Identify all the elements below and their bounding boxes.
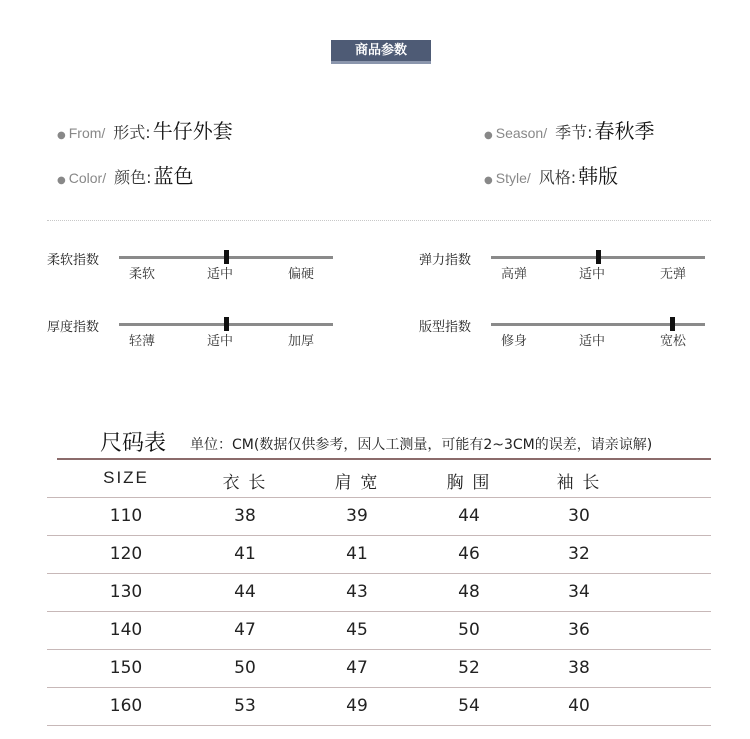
attr-form xyxy=(57,115,233,141)
cell-size: 150 xyxy=(109,658,143,678)
header-shoulder: 肩 宽 xyxy=(334,473,380,492)
attr-cn-label: 季节: xyxy=(555,123,593,142)
header-size: SIZE xyxy=(103,468,149,487)
cell-sleeve: 30 xyxy=(568,506,590,526)
cell-length: 50 xyxy=(234,658,256,678)
cell-sleeve: 40 xyxy=(568,696,590,716)
scale-marker xyxy=(670,317,675,331)
cell-chest: 44 xyxy=(458,506,480,526)
table-row xyxy=(47,688,711,726)
scale-label: 弹力指数 xyxy=(419,253,472,268)
scale-tick-mid: 适中 xyxy=(206,334,234,349)
attr-en-label: From/ xyxy=(68,125,106,141)
scale-tick-high: 偏硬 xyxy=(287,267,315,282)
cell-shoulder: 39 xyxy=(346,506,368,526)
cell-length: 47 xyxy=(234,620,256,640)
cell-sleeve: 34 xyxy=(568,582,590,602)
scale-tick-low: 柔软 xyxy=(128,267,156,282)
table-row xyxy=(47,536,711,574)
scale-tick-low: 修身 xyxy=(500,334,528,349)
table-row xyxy=(47,498,711,536)
header-chest: 胸 围 xyxy=(446,473,492,492)
attr-color xyxy=(57,160,194,186)
scale-label: 厚度指数 xyxy=(47,320,100,335)
cell-sleeve: 36 xyxy=(568,620,590,640)
cell-size: 160 xyxy=(109,696,143,716)
section-title-product-params: 商品参数 xyxy=(331,40,431,64)
table-row xyxy=(47,612,711,650)
cell-length: 53 xyxy=(234,696,256,716)
scale-label: 柔软指数 xyxy=(47,253,100,268)
attr-value: 春秋季 xyxy=(594,119,655,143)
cell-size: 130 xyxy=(109,582,143,602)
cell-size: 140 xyxy=(109,620,143,640)
scale-tick-low: 轻薄 xyxy=(128,334,156,349)
bullet-icon: ● xyxy=(57,130,66,141)
cell-chest: 54 xyxy=(458,696,480,716)
attr-value: 韩版 xyxy=(578,164,619,188)
scale-thickness xyxy=(47,318,377,358)
cell-length: 44 xyxy=(234,582,256,602)
scale-tick-mid: 适中 xyxy=(578,267,606,282)
attr-en-label: Season/ xyxy=(495,125,548,141)
attr-cn-label: 形式: xyxy=(113,123,151,142)
bullet-icon: ● xyxy=(484,130,493,141)
cell-chest: 48 xyxy=(458,582,480,602)
scale-marker xyxy=(224,250,229,264)
cell-sleeve: 38 xyxy=(568,658,590,678)
cell-chest: 50 xyxy=(458,620,480,640)
cell-size: 120 xyxy=(109,544,143,564)
scale-tick-mid: 适中 xyxy=(206,267,234,282)
attr-season xyxy=(484,115,655,141)
table-row xyxy=(47,574,711,612)
scale-tick-low: 高弹 xyxy=(500,267,528,282)
cell-shoulder: 45 xyxy=(346,620,368,640)
scale-fit xyxy=(419,318,749,358)
scale-marker xyxy=(596,250,601,264)
bullet-icon: ● xyxy=(484,175,493,186)
scale-tick-high: 无弹 xyxy=(659,267,687,282)
scale-softness xyxy=(47,251,377,291)
scale-tick-high: 加厚 xyxy=(287,334,315,349)
header-sleeve: 袖 长 xyxy=(556,473,602,492)
header-length: 衣 长 xyxy=(222,473,268,492)
cell-shoulder: 47 xyxy=(346,658,368,678)
attr-cn-label: 颜色: xyxy=(114,168,152,187)
dotted-divider xyxy=(47,220,711,221)
scale-marker xyxy=(224,317,229,331)
attr-en-label: Color/ xyxy=(68,170,107,186)
bullet-icon: ● xyxy=(57,175,66,186)
cell-length: 41 xyxy=(234,544,256,564)
attr-value: 牛仔外套 xyxy=(152,119,233,143)
cell-chest: 52 xyxy=(458,658,480,678)
attr-value: 蓝色 xyxy=(153,164,194,188)
scale-tick-high: 宽松 xyxy=(659,334,687,349)
scale-tick-mid: 适中 xyxy=(578,334,606,349)
row-rule xyxy=(47,725,711,726)
cell-shoulder: 41 xyxy=(346,544,368,564)
attr-en-label: Style/ xyxy=(495,170,531,186)
size-chart-note: 单位：CM(数据仅供参考，因人工测量，可能有2~3CM的误差，请亲谅解) xyxy=(190,437,653,453)
size-chart-title: 尺码表 xyxy=(100,431,167,456)
table-header-row xyxy=(47,460,711,498)
scale-label: 版型指数 xyxy=(419,320,472,335)
table-row xyxy=(47,650,711,688)
cell-shoulder: 49 xyxy=(346,696,368,716)
scale-elasticity xyxy=(419,251,749,291)
cell-length: 38 xyxy=(234,506,256,526)
attr-style xyxy=(484,160,618,186)
attr-cn-label: 风格: xyxy=(538,168,577,187)
cell-sleeve: 32 xyxy=(568,544,590,564)
cell-shoulder: 43 xyxy=(346,582,368,602)
cell-size: 110 xyxy=(109,506,143,526)
cell-chest: 46 xyxy=(458,544,480,564)
